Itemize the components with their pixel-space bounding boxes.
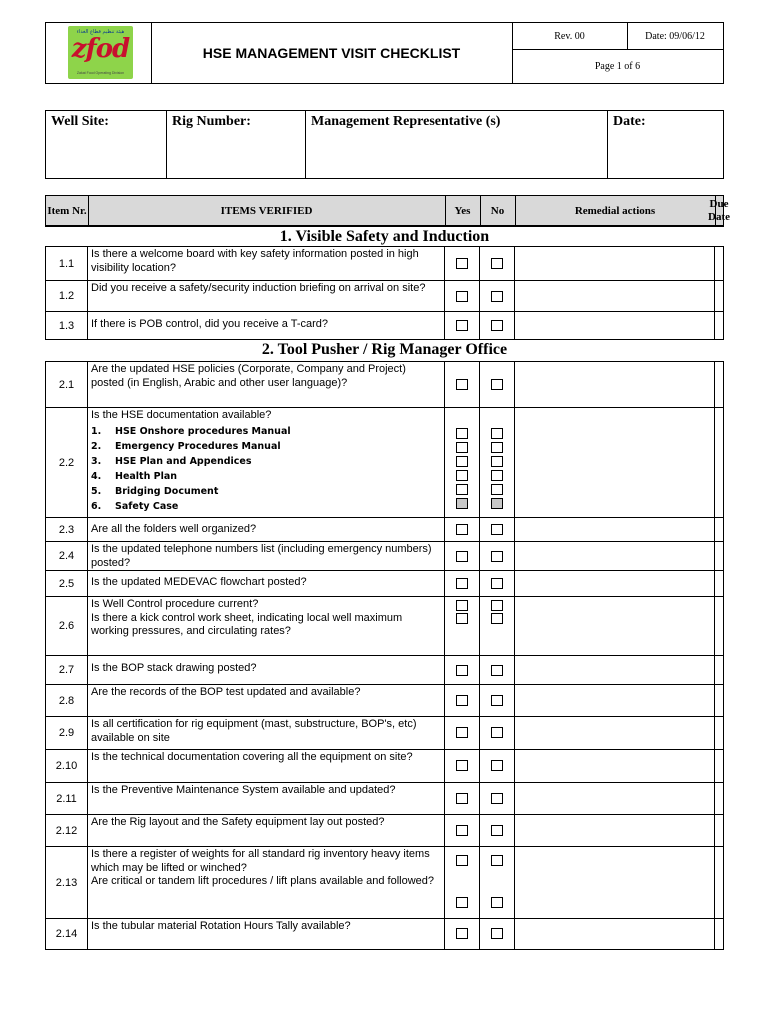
- site-info-block: [45, 110, 724, 179]
- due-date-cell[interactable]: [715, 815, 723, 846]
- revision: Rev. 00: [512, 23, 628, 50]
- representative-label: Management Representative (s): [311, 114, 501, 129]
- remedial-action-cell[interactable]: [515, 312, 715, 339]
- remedial-action-cell[interactable]: [515, 783, 715, 814]
- yes-checkbox[interactable]: [456, 442, 468, 453]
- item-number: 2.4: [46, 542, 88, 570]
- due-date-cell[interactable]: [715, 750, 723, 782]
- due-date-cell[interactable]: [715, 783, 723, 814]
- yes-checkbox[interactable]: [456, 258, 468, 269]
- item-number: 1.3: [46, 312, 88, 339]
- table-row: [45, 717, 724, 750]
- table-row: [45, 246, 724, 281]
- logo-arabic-text: هيئة تنظيم قطاع الغذاء: [76, 29, 125, 35]
- logo-wordmark: zfod: [71, 34, 130, 64]
- no-checkbox[interactable]: [491, 825, 503, 836]
- due-date-cell[interactable]: [715, 312, 723, 339]
- col-item-number: Item Nr.: [46, 196, 89, 226]
- remedial-action-cell[interactable]: [515, 247, 715, 280]
- company-logo: [68, 26, 133, 79]
- yes-checkbox[interactable]: [456, 498, 468, 509]
- remedial-action-cell[interactable]: [515, 847, 715, 918]
- item-question: Is the Preventive Maintenance System available and updated?: [88, 783, 445, 814]
- table-row: [45, 281, 724, 312]
- list-item: 5. Bridging Document: [91, 485, 219, 497]
- well-site-label: Well Site:: [51, 114, 109, 129]
- item-number: 2.7: [46, 656, 88, 684]
- no-checkbox[interactable]: [491, 258, 503, 269]
- remedial-action-cell[interactable]: [515, 750, 715, 782]
- no-checkbox[interactable]: [491, 760, 503, 771]
- date-field[interactable]: [608, 111, 723, 178]
- table-row: [45, 847, 724, 919]
- table-row: [45, 597, 724, 656]
- remedial-action-cell[interactable]: [515, 815, 715, 846]
- table-row: [45, 783, 724, 815]
- due-date-cell[interactable]: [715, 685, 723, 716]
- section-title: 1. Visible Safety and Induction: [279, 228, 490, 245]
- table-header: [45, 195, 731, 227]
- section-title: 2. Tool Pusher / Rig Manager Office: [261, 341, 508, 358]
- yes-checkbox[interactable]: [456, 320, 468, 331]
- yes-checkbox[interactable]: [456, 897, 468, 908]
- page-number: Page 1 of 6: [594, 61, 641, 72]
- no-checkbox[interactable]: [491, 320, 503, 331]
- col-yes: Yes: [445, 196, 481, 226]
- yes-checkbox[interactable]: [456, 428, 468, 439]
- remedial-action-cell[interactable]: [515, 362, 715, 407]
- item-question-followup: Are critical or tandem lift procedures / lift plans available and followed?: [91, 875, 435, 887]
- item-number: 2.9: [46, 717, 88, 749]
- list-item: 4. Health Plan: [91, 470, 178, 482]
- no-checkbox[interactable]: [491, 551, 503, 562]
- yes-checkbox[interactable]: [456, 855, 468, 866]
- due-date-cell[interactable]: [715, 571, 723, 596]
- yes-checkbox[interactable]: [456, 456, 468, 467]
- item-number: 2.12: [46, 815, 88, 846]
- due-date-cell[interactable]: [715, 281, 723, 311]
- table-row: [45, 815, 724, 847]
- no-checkbox[interactable]: [491, 498, 503, 509]
- item-question: Is the technical documentation covering all the equipment on site?: [88, 750, 445, 782]
- remedial-action-cell[interactable]: [515, 656, 715, 684]
- item-question: Is there a welcome board with key safety information posted in high visibility location?: [88, 247, 445, 280]
- table-row: [45, 312, 724, 340]
- no-checkbox[interactable]: [491, 727, 503, 738]
- item-number: 2.8: [46, 685, 88, 716]
- item-question-followup: Is there a kick control work sheet, indicating local well maximum working pressures, and circulating rates?: [91, 611, 403, 637]
- table-row: [45, 919, 724, 950]
- no-checkbox[interactable]: [491, 600, 503, 611]
- table-row: [45, 361, 724, 408]
- col-items-verified: ITEMS VERIFIED: [88, 196, 446, 226]
- due-date-cell[interactable]: [715, 717, 723, 749]
- item-question: If there is POB control, did you receive a T-card?: [88, 312, 445, 339]
- logo-cell: [46, 23, 152, 83]
- yes-checkbox[interactable]: [456, 760, 468, 771]
- no-checkbox[interactable]: [491, 428, 503, 439]
- document-header: [45, 22, 724, 84]
- item-number: 2.1: [46, 362, 88, 407]
- no-checkbox[interactable]: [491, 484, 503, 495]
- remedial-action-cell[interactable]: [515, 597, 715, 655]
- item-question: Is there a register of weights for all standard rig inventory heavy items which may be lifted or winched?: [91, 848, 430, 874]
- remedial-action-cell[interactable]: [515, 571, 715, 596]
- no-checkbox[interactable]: [491, 291, 503, 302]
- no-checkbox[interactable]: [491, 578, 503, 589]
- yes-checkbox[interactable]: [456, 793, 468, 804]
- remedial-action-cell[interactable]: [515, 518, 715, 541]
- yes-checkbox[interactable]: [456, 551, 468, 562]
- due-date-cell[interactable]: [715, 597, 723, 655]
- table-row: [45, 750, 724, 783]
- list-item: 2. Emergency Procedures Manual: [91, 440, 281, 452]
- due-date-cell[interactable]: [715, 656, 723, 684]
- no-checkbox[interactable]: [491, 695, 503, 706]
- item-question: Is the tubular material Rotation Hours Tally available?: [88, 919, 445, 949]
- due-date-cell[interactable]: [715, 518, 723, 541]
- no-checkbox[interactable]: [491, 442, 503, 453]
- yes-checkbox[interactable]: [456, 825, 468, 836]
- list-item: 1. HSE Onshore procedures Manual: [91, 425, 291, 437]
- yes-checkbox[interactable]: [456, 524, 468, 535]
- document-meta: [512, 23, 723, 83]
- yes-checkbox[interactable]: [456, 379, 468, 390]
- item-question: Are the updated HSE policies (Corporate, Company and Project) posted (in English, Arabic and other user language)?: [88, 362, 445, 407]
- no-checkbox[interactable]: [491, 855, 503, 866]
- item-question: Did you receive a safety/security induction briefing on arrival on site?: [88, 281, 445, 311]
- document-title: HSE MANAGEMENT VISIT CHECKLIST: [151, 23, 513, 83]
- table-row: [45, 518, 724, 542]
- well-site-field[interactable]: [46, 111, 167, 178]
- list-item: 6. Safety Case: [91, 500, 179, 512]
- documentation-list: [91, 424, 440, 514]
- no-checkbox[interactable]: [491, 793, 503, 804]
- no-checkbox[interactable]: [491, 613, 503, 624]
- item-number: 1.2: [46, 281, 88, 311]
- item-question: Is the BOP stack drawing posted?: [88, 656, 445, 684]
- rig-number-label: Rig Number:: [172, 114, 251, 129]
- no-checkbox[interactable]: [491, 456, 503, 467]
- item-number: 2.10: [46, 750, 88, 782]
- no-checkbox[interactable]: [491, 665, 503, 676]
- due-date-cell[interactable]: [715, 362, 723, 407]
- yes-checkbox[interactable]: [456, 578, 468, 589]
- yes-checkbox[interactable]: [456, 600, 468, 611]
- item-question: Is all certification for rig equipment (mast, substructure, BOP's, etc) available on site: [88, 717, 445, 749]
- item-question: Are the Rig layout and the Safety equipment lay out posted?: [88, 815, 445, 846]
- yes-checkbox[interactable]: [456, 613, 468, 624]
- remedial-action-cell[interactable]: [515, 717, 715, 749]
- remedial-action-cell[interactable]: [515, 408, 715, 517]
- no-checkbox[interactable]: [491, 470, 503, 481]
- yes-checkbox[interactable]: [456, 727, 468, 738]
- yes-checkbox[interactable]: [456, 695, 468, 706]
- item-number: 2.11: [46, 783, 88, 814]
- remedial-action-cell[interactable]: [515, 919, 715, 949]
- table-row: [45, 571, 724, 597]
- no-checkbox[interactable]: [491, 379, 503, 390]
- yes-checkbox[interactable]: [456, 291, 468, 302]
- item-number: 1.1: [46, 247, 88, 280]
- table-row: [45, 656, 724, 685]
- item-number: 2.13: [46, 847, 88, 918]
- item-question: Is Well Control procedure current?: [91, 598, 259, 610]
- yes-checkbox[interactable]: [456, 470, 468, 481]
- table-row: [45, 542, 724, 571]
- due-date-cell[interactable]: [715, 247, 723, 280]
- issue-date: Date: 09/06/12: [627, 23, 723, 50]
- due-date-cell[interactable]: [715, 542, 723, 570]
- no-checkbox[interactable]: [491, 897, 503, 908]
- remedial-action-cell[interactable]: [515, 542, 715, 570]
- item-question: Is the HSE documentation available?: [91, 409, 272, 421]
- due-date-cell[interactable]: [715, 408, 723, 517]
- remedial-action-cell[interactable]: [515, 685, 715, 716]
- item-number: 2.5: [46, 571, 88, 596]
- rig-number-field[interactable]: [167, 111, 306, 178]
- item-question: Is the updated telephone numbers list (including emergency numbers) posted?: [88, 542, 445, 570]
- date-label: Date:: [613, 114, 646, 129]
- item-question: Is the updated MEDEVAC flowchart posted?: [88, 571, 445, 596]
- yes-checkbox[interactable]: [456, 928, 468, 939]
- item-number: 2.6: [46, 597, 88, 655]
- yes-checkbox[interactable]: [456, 665, 468, 676]
- col-due-date: Due Date: [708, 198, 731, 223]
- due-date-cell[interactable]: [715, 919, 723, 949]
- item-question: Are all the folders well organized?: [88, 518, 445, 541]
- item-number: 2.3: [46, 518, 88, 541]
- logo-caption: Zakat Food Operating Division: [76, 71, 125, 75]
- col-remedial-actions: Remedial actions: [515, 196, 716, 226]
- no-checkbox[interactable]: [491, 524, 503, 535]
- due-date-cell[interactable]: [715, 847, 723, 918]
- table-row: [45, 408, 724, 518]
- remedial-action-cell[interactable]: [515, 281, 715, 311]
- col-no: No: [480, 196, 516, 226]
- representative-field[interactable]: [306, 111, 608, 178]
- item-number: 2.2: [46, 408, 88, 517]
- item-number: 2.14: [46, 919, 88, 949]
- no-checkbox[interactable]: [491, 928, 503, 939]
- item-question: Are the records of the BOP test updated and available?: [88, 685, 445, 716]
- table-row: [45, 685, 724, 717]
- yes-checkbox[interactable]: [456, 484, 468, 495]
- list-item: 3. HSE Plan and Appendices: [91, 455, 252, 467]
